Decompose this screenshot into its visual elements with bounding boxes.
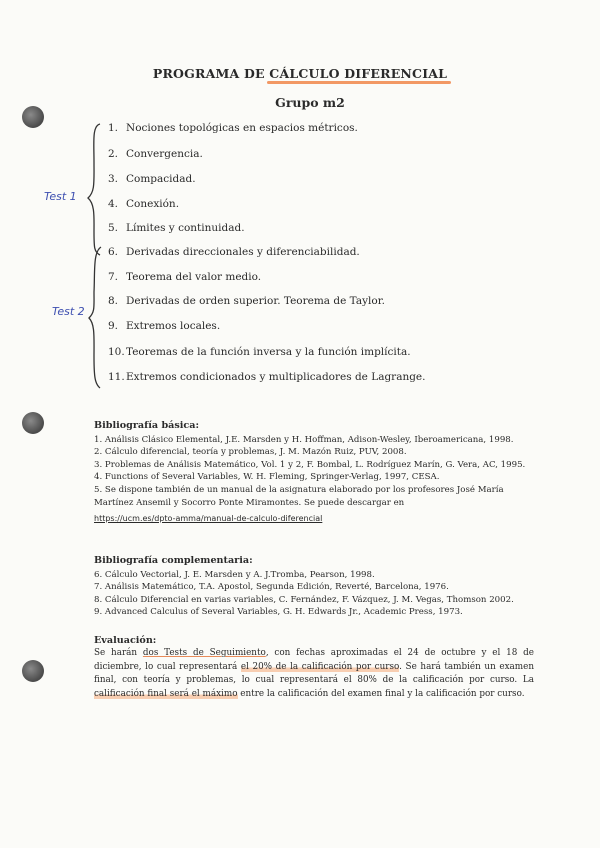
biblio-item: 1. Análisis Clásico Elemental, J.E. Marsden y H. Hoffman, Adison-Wesley, Iberoamericana, 1998.	[94, 434, 514, 445]
topic-item: 3. Compacidad.	[108, 173, 196, 185]
topic-item: 11.Extremos condicionados y multiplicadores de Lagrange.	[108, 371, 426, 383]
handwritten-braces	[86, 122, 106, 390]
bibliografia-complementaria-heading: Bibliografía complementaria:	[94, 555, 253, 566]
biblio-item: 9. Advanced Calculus of Several Variables, G. H. Edwards Jr., Academic Press, 1973.	[94, 607, 463, 618]
bibliografia-basica	[94, 420, 534, 526]
topic-item: 2. Convergencia.	[108, 148, 203, 160]
biblio-item: 5. Se dispone también de un manual de la asignatura elaborado por los profesores José María Martínez Ansemil y Socorro Ponte Miramontes. Se puede descargar en	[94, 484, 504, 508]
topic-item: 6. Derivadas direccionales y diferenciabilidad.	[108, 246, 360, 258]
topic-item: 8. Derivadas de orden superior. Teorema de Taylor.	[108, 295, 385, 307]
punch-hole-2	[22, 412, 44, 434]
topic-item: 4. Conexión.	[108, 198, 180, 210]
title-prefix: PROGRAMA DE	[152, 66, 270, 81]
biblio-item: 4. Functions of Several Variables, W. H. Fleming, Springer-Verlag, 1997, CESA.	[94, 472, 440, 483]
biblio-item: 8. Cálculo Diferencial en varias variables, C. Fernández, F. Vázquez, J. M. Vegas, Thomson 2002.	[94, 594, 514, 605]
topic-item: 5. Límites y continuidad.	[108, 222, 245, 234]
punch-hole-3	[22, 660, 44, 682]
biblio-item: 3. Problemas de Análisis Matemático, Vol. 1 y 2, F. Bombal, L. Rodríguez Marín, G. Vera, AC, 1995.	[94, 459, 526, 470]
page-title	[0, 66, 600, 81]
topic-item: 10.Teoremas de la función inversa y la función implícita.	[108, 346, 411, 358]
handwritten-test-1: Test 1	[44, 190, 77, 203]
bibliografia-complementaria	[94, 555, 534, 619]
title-highlight: CÁLCULO DIFERENCIAL	[269, 66, 448, 81]
evaluacion-section	[94, 634, 534, 701]
evaluacion-heading: Evaluación:	[94, 635, 157, 646]
group-label: Grupo m2	[275, 95, 345, 110]
topic-item: 7. Teorema del valor medio.	[108, 271, 262, 283]
biblio-item: 2. Cálculo diferencial, teoría y problemas, J. M. Mazón Ruiz, PUV, 2008.	[94, 447, 407, 458]
handwritten-test-2: Test 2	[52, 305, 85, 318]
topic-item: 9. Extremos locales.	[108, 320, 221, 332]
biblio-item: 7. Análisis Matemático, T.A. Apostol, Segunda Edición, Reverté, Barcelona, 1976.	[94, 582, 449, 593]
bibliografia-basica-heading: Bibliografía básica:	[94, 420, 200, 431]
biblio-item: 6. Cálculo Vectorial, J. E. Marsden y A. J.Tromba, Pearson, 1998.	[94, 569, 375, 580]
manual-download-link[interactable]: https://ucm.es/dpto-amma/manual-de-calculo-diferencial	[94, 514, 323, 524]
topic-item: 1. Nociones topológicas en espacios métricos.	[108, 122, 358, 134]
evaluacion-text: Se harán dos Tests de Seguimiento, con fechas aproximadas el 24 de octubre y el 18 de diciembre, lo cual representará el 20% de la calificación por curso. Se hará también un examen final, con teoría y problemas, lo cual representará el 80% de la calificación por curso. La calificación final será el máximo entre la calificación del examen final y la calificación por curso.	[94, 648, 535, 699]
